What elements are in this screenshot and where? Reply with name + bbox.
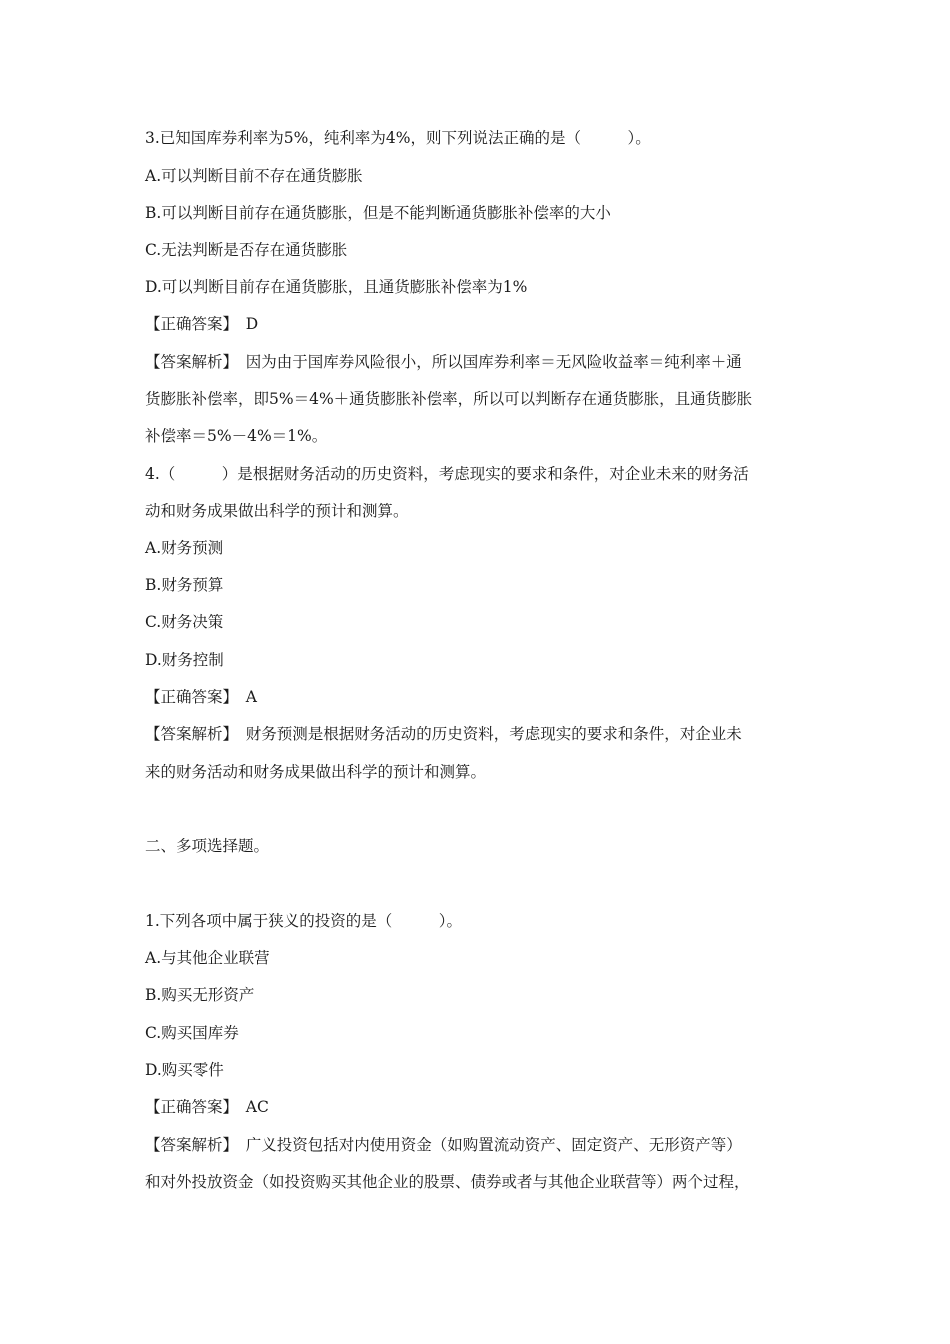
q4-analysis-line-2: 来的财务活动和财务成果做出科学的预计和测算。 xyxy=(145,763,487,781)
q3-analysis-line-2: 货膨胀补偿率，即5%＝4%＋通货膨胀补偿率，所以可以判断存在通货膨胀，且通货膨胀 xyxy=(145,390,753,408)
mq1-option-a: A.与其他企业联营 xyxy=(145,949,270,967)
q4-option-d: D.财务控制 xyxy=(145,651,224,669)
mq1-analysis-line-2: 和对外投放资金（如投资购买其他企业的股票、债券或者与其他企业联营等）两个过程， xyxy=(145,1173,750,1191)
q3-option-b: B.可以判断目前存在通货膨胀，但是不能判断通货膨胀补偿率的大小 xyxy=(145,204,611,222)
mq1-option-b: B.购买无形资产 xyxy=(145,986,255,1004)
mq1-analysis-line-1: 【答案解析】 广义投资包括对内使用资金（如购置流动资产、固定资产、无形资产等） xyxy=(145,1136,742,1154)
q4-stem-line-1: 4.（ ）是根据财务活动的历史资料，考虑现实的要求和条件，对企业未来的财务活 xyxy=(145,465,749,483)
q4-option-c: C.财务决策 xyxy=(145,613,224,631)
q4-option-b: B.财务预算 xyxy=(145,576,224,594)
mq1-option-d: D.购买零件 xyxy=(145,1061,224,1079)
q4-answer: 【正确答案】 A xyxy=(145,688,257,706)
mq1-answer: 【正确答案】 AC xyxy=(145,1098,269,1116)
section-heading: 二、多项选择题。 xyxy=(145,837,270,855)
q3-analysis-line-1: 【答案解析】 因为由于国库券风险很小，所以国库券利率＝无风险收益率＝纯利率＋通 xyxy=(145,353,742,371)
q3-answer: 【正确答案】 D xyxy=(145,315,259,333)
q3-stem: 3.已知国库券利率为5%，纯利率为4%，则下列说法正确的是（ ）。 xyxy=(145,129,651,147)
mq1-option-c: C.购买国库券 xyxy=(145,1024,239,1042)
q3-option-a: A.可以判断目前不存在通货膨胀 xyxy=(145,167,363,185)
q4-analysis-line-1: 【答案解析】 财务预测是根据财务活动的历史资料，考虑现实的要求和条件，对企业未 xyxy=(145,725,742,743)
q4-option-a: A.财务预测 xyxy=(145,539,224,557)
q3-option-c: C.无法判断是否存在通货膨胀 xyxy=(145,241,348,259)
q3-analysis-line-3: 补偿率＝5%－4%＝1%。 xyxy=(145,427,328,445)
q3-option-d: D.可以判断目前存在通货膨胀，且通货膨胀补偿率为1% xyxy=(145,278,528,296)
q4-stem-line-2: 动和财务成果做出科学的预计和测算。 xyxy=(145,502,409,520)
mq1-stem: 1.下列各项中属于狭义的投资的是（ ）。 xyxy=(145,912,463,930)
